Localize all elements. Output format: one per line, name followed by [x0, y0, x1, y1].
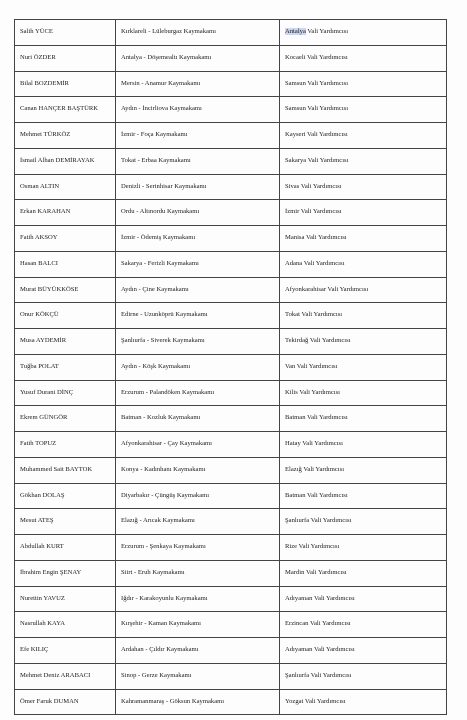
new-post-cell: Şanlıurfa Vali Yardımcısı	[280, 663, 447, 689]
new-post-cell: Yozgat Vali Yardımcısı	[280, 689, 447, 715]
name-cell: Musa AYDEMİR	[15, 329, 116, 355]
new-post-cell: Şanlıurfa Vali Yardımcısı	[280, 509, 447, 535]
new-post-cell: Rize Vali Yardımcısı	[280, 535, 447, 561]
name-cell: Mehmet TÜRKÖZ	[15, 123, 116, 149]
new-post-cell: Samsun Vali Yardımcısı	[280, 97, 447, 123]
name-cell: Muhammed Sait BAYTOK	[15, 457, 116, 483]
new-post-cell: Sivas Vali Yardımcısı	[280, 174, 447, 200]
current-post-cell: Elazığ - Arıcak Kaymakamı	[116, 509, 280, 535]
current-post-cell: Konya - Kadınhanı Kaymakamı	[116, 457, 280, 483]
new-post-cell: Adıyaman Vali Yardımcısı	[280, 586, 447, 612]
current-post-cell: Erzurum - Şenkaya Kaymakamı	[116, 535, 280, 561]
new-post-cell: Batman Vali Yardımcısı	[280, 483, 447, 509]
name-cell: Yusuf Durani DİNÇ	[15, 380, 116, 406]
table-row	[15, 71, 447, 97]
current-post-cell: Batman - Kozluk Kaymakamı	[116, 406, 280, 432]
current-post-cell: Antalya - Döşemealtı Kaymakamı	[116, 45, 280, 71]
table-row	[15, 586, 447, 612]
current-post-cell: Tokat - Erbaa Kaymakamı	[116, 148, 280, 174]
text-selection-highlight: Antalya	[285, 28, 306, 36]
current-post-cell: Iğdır - Karakoyunlu Kaymakamı	[116, 586, 280, 612]
name-cell: Nasrullah KAYA	[15, 612, 116, 638]
table-row	[15, 303, 447, 329]
current-post-cell: Aydın - İncirliova Kaymakamı	[116, 97, 280, 123]
new-post-cell: Erzincan Vali Yardımcısı	[280, 612, 447, 638]
table-row	[15, 200, 447, 226]
table-row	[15, 663, 447, 689]
new-post-cell: İzmir Vali Yardımcısı	[280, 200, 447, 226]
current-post-cell: Kırklareli - Lüleburgaz Kaymakamı	[116, 20, 280, 46]
name-cell: Osman ALTIN	[15, 174, 116, 200]
table-row	[15, 123, 447, 149]
table-row	[15, 612, 447, 638]
table-row	[15, 174, 447, 200]
name-cell: Ömer Faruk DUMAN	[15, 689, 116, 715]
name-cell: Hasan BALCI	[15, 251, 116, 277]
table-row	[15, 638, 447, 664]
current-post-cell: Kahramanmaraş - Göksun Kaymakamı	[116, 689, 280, 715]
table-row	[15, 483, 447, 509]
new-post-cell: Afyonkarahisar Vali Yardımcısı	[280, 277, 447, 303]
name-cell: Fatih AKSOY	[15, 226, 116, 252]
name-cell: Fatih TOPUZ	[15, 432, 116, 458]
current-post-cell: İzmir - Foça Kaymakamı	[116, 123, 280, 149]
name-cell: Ekrem GÜNGÖR	[15, 406, 116, 432]
new-post-cell: Elazığ Vali Yardımcısı	[280, 457, 447, 483]
new-post-cell: Manisa Vali Yardımcısı	[280, 226, 447, 252]
table-row	[15, 45, 447, 71]
current-post-cell: Siirt - Eruh Kaymakamı	[116, 560, 280, 586]
new-post-cell: Antalya Vali Yardımcısı	[280, 20, 447, 46]
table-row	[15, 226, 447, 252]
table-row	[15, 354, 447, 380]
name-cell: Nuri ÖZDER	[15, 45, 116, 71]
table-row	[15, 148, 447, 174]
name-cell: Efe KILIÇ	[15, 638, 116, 664]
current-post-cell: İzmir - Ödemiş Kaymakamı	[116, 226, 280, 252]
new-post-cell: Kocaeli Vali Yardımcısı	[280, 45, 447, 71]
table-row	[15, 535, 447, 561]
current-post-cell: Edirne - Uzunköprü Kaymakamı	[116, 303, 280, 329]
current-post-cell: Sakarya - Ferizli Kaymakamı	[116, 251, 280, 277]
name-cell: Mesut ATEŞ	[15, 509, 116, 535]
appointment-table	[14, 19, 447, 715]
new-post-cell: Batman Vali Yardımcısı	[280, 406, 447, 432]
current-post-cell: Erzurum - Palandöken Kaymakamı	[116, 380, 280, 406]
table-row	[15, 20, 447, 46]
table-row	[15, 432, 447, 458]
current-post-cell: Afyonkarahisar - Çay Kaymakamı	[116, 432, 280, 458]
current-post-cell: Sinop - Gerze Kaymakamı	[116, 663, 280, 689]
name-cell: Nurettin YAVUZ	[15, 586, 116, 612]
name-cell: İbrahim Engin ŞENAY	[15, 560, 116, 586]
current-post-cell: Kırşehir - Kaman Kaymakamı	[116, 612, 280, 638]
table-row	[15, 560, 447, 586]
current-post-cell: Aydın - Köşk Kaymakamı	[116, 354, 280, 380]
table-row	[15, 251, 447, 277]
name-cell: Erkan KARAHAN	[15, 200, 116, 226]
new-post-cell: Samsun Vali Yardımcısı	[280, 71, 447, 97]
table-row	[15, 457, 447, 483]
appointment-table-body	[15, 20, 447, 715]
name-cell: Onur KÖKÇÜ	[15, 303, 116, 329]
name-cell: Canan HANÇER BAŞTÜRK	[15, 97, 116, 123]
table-row	[15, 509, 447, 535]
new-post-cell: Tokat Vali Yardımcısı	[280, 303, 447, 329]
name-cell: Gökhan DOLAŞ	[15, 483, 116, 509]
new-post-cell: Sakarya Vali Yardımcısı	[280, 148, 447, 174]
table-row	[15, 97, 447, 123]
name-cell: Abdullah KURT	[15, 535, 116, 561]
new-post-cell: Kayseri Vali Yardımcısı	[280, 123, 447, 149]
current-post-cell: Diyarbakır - Çüngüş Kaymakamı	[116, 483, 280, 509]
table-row	[15, 406, 447, 432]
new-post-cell: Van Vali Yardımcısı	[280, 354, 447, 380]
new-post-cell: Tekirdağ Vali Yardımcısı	[280, 329, 447, 355]
table-row	[15, 277, 447, 303]
name-cell: İsmail Alhan DEMİRAYAK	[15, 148, 116, 174]
name-cell: Murat BÜYÜKKÖSE	[15, 277, 116, 303]
name-cell: Tuğba POLAT	[15, 354, 116, 380]
new-post-cell: Kilis Vali Yardımcısı	[280, 380, 447, 406]
current-post-cell: Ardahan - Çıldır Kaymakamı	[116, 638, 280, 664]
current-post-cell: Aydın - Çine Kaymakamı	[116, 277, 280, 303]
new-post-cell: Hatay Vali Yardımcısı	[280, 432, 447, 458]
table-row	[15, 380, 447, 406]
table-row	[15, 329, 447, 355]
name-cell: Salih YÜCE	[15, 20, 116, 46]
new-post-cell: Mardin Vali Yardımcısı	[280, 560, 447, 586]
name-cell: Bilal BOZDEMİR	[15, 71, 116, 97]
current-post-cell: Denizli - Serinhisar Kaymakamı	[116, 174, 280, 200]
name-cell: Mehmet Deniz ARABACI	[15, 663, 116, 689]
current-post-cell: Ordu - Altınordu Kaymakamı	[116, 200, 280, 226]
table-row	[15, 689, 447, 715]
new-post-cell: Adana Vali Yardımcısı	[280, 251, 447, 277]
current-post-cell: Şanlıurfa - Siverek Kaymakamı	[116, 329, 280, 355]
current-post-cell: Mersin - Anamur Kaymakamı	[116, 71, 280, 97]
new-post-cell: Adıyaman Vali Yardımcısı	[280, 638, 447, 664]
